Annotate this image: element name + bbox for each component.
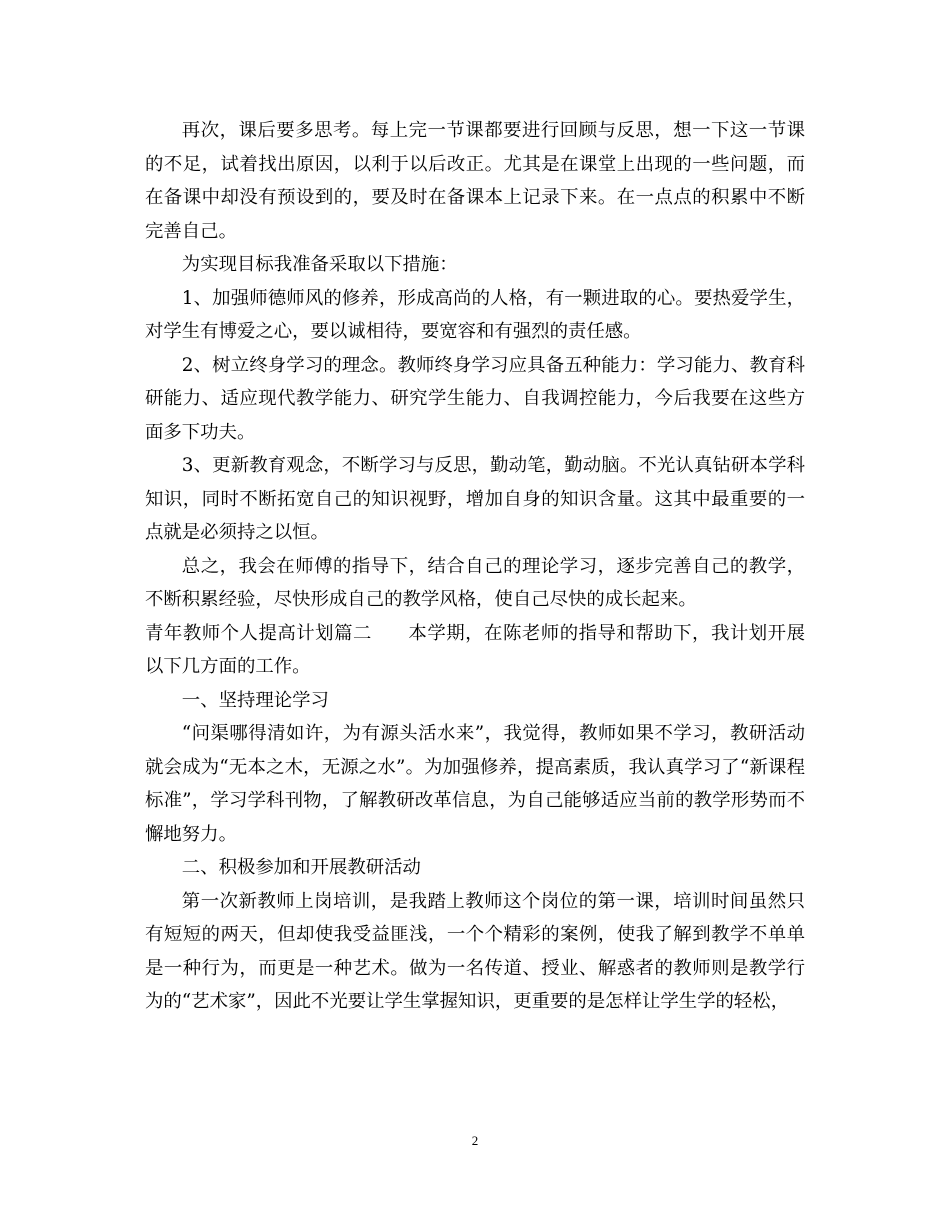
section-two-paragraph — [145, 617, 805, 684]
paragraph: 2、树立终身学习的理念。教师终身学习应具备五种能力：学习能力、教育科研能力、适应现代教学能力、研究学生能力、自我调控能力，今后我要在这些方面多下功夫。 — [145, 354, 805, 443]
paragraph: 再次，课后要多思考。每上完一节课都要进行回顾与反思，想一下这一节课的不足，试着找出原因，以利于以后改正。尤其是在课堂上出现的一些问题，而在备课中却没有预设到的，要及时在备课本上记录下来。在一点点的积累中不断完善自己。 — [145, 120, 805, 242]
page-number: 2 — [471, 1133, 479, 1148]
subheading: 二、积极参加和开展教研活动 — [181, 857, 421, 878]
paragraph: 为实现目标我准备采取以下措施： — [181, 254, 458, 275]
subheading: 一、坚持理论学习 — [181, 689, 329, 711]
paragraph: 1、加强师德师风的修养，形成高尚的人格，有一颗进取的心。要热爱学生，对学生有博爱之心，要以诚相待，要宽容和有强烈的责任感。 — [145, 287, 805, 342]
section-heading: 青年教师个人提高计划篇二 — [145, 622, 372, 644]
paragraph: 第一次新教师上岗培训，是我踏上教师这个岗位的第一课，培训时间虽然只有短短的两天，但却使我受益匪浅，一个个精彩的案例，使我了解到教学不单单是一种行为，而更是一种艺术。做为一名传道、授业、解惑者的教师则是教学行为的“艺术家”，因此不光要让学生掌握知识，更重要的是怎样让学生学的轻松， — [145, 890, 805, 1012]
section-intro: 本学期，在陈老师的指导和帮助下，我计划开展以下几方面的工作。 — [145, 622, 805, 677]
paragraph: 3、更新教育观念，不断学习与反思，勤动笔，勤动脑。不光认真钻研本学科知识，同时不断拓宽自己的知识视野，增加自身的知识含量。这其中最重要的一点就是必须持之以恒。 — [145, 455, 805, 543]
body-text — [145, 114, 805, 1019]
paragraph: “问渠哪得清如许，为有源头活水来”，我觉得，教师如果不学习，教研活动就会成为“无本之木，无源之水”。为加强修养，提高素质，我认真学习了“新课程标准”，学习学科刊物，了解教研改革信息，为自己能够适应当前的教学形势而不懈地努力。 — [145, 723, 805, 845]
paragraph: 总之，我会在师傅的指导下，结合自己的理论学习，逐步完善自己的教学，不断积累经验，尽快形成自己的教学风格，使自己尽快的成长起来。 — [145, 555, 805, 610]
